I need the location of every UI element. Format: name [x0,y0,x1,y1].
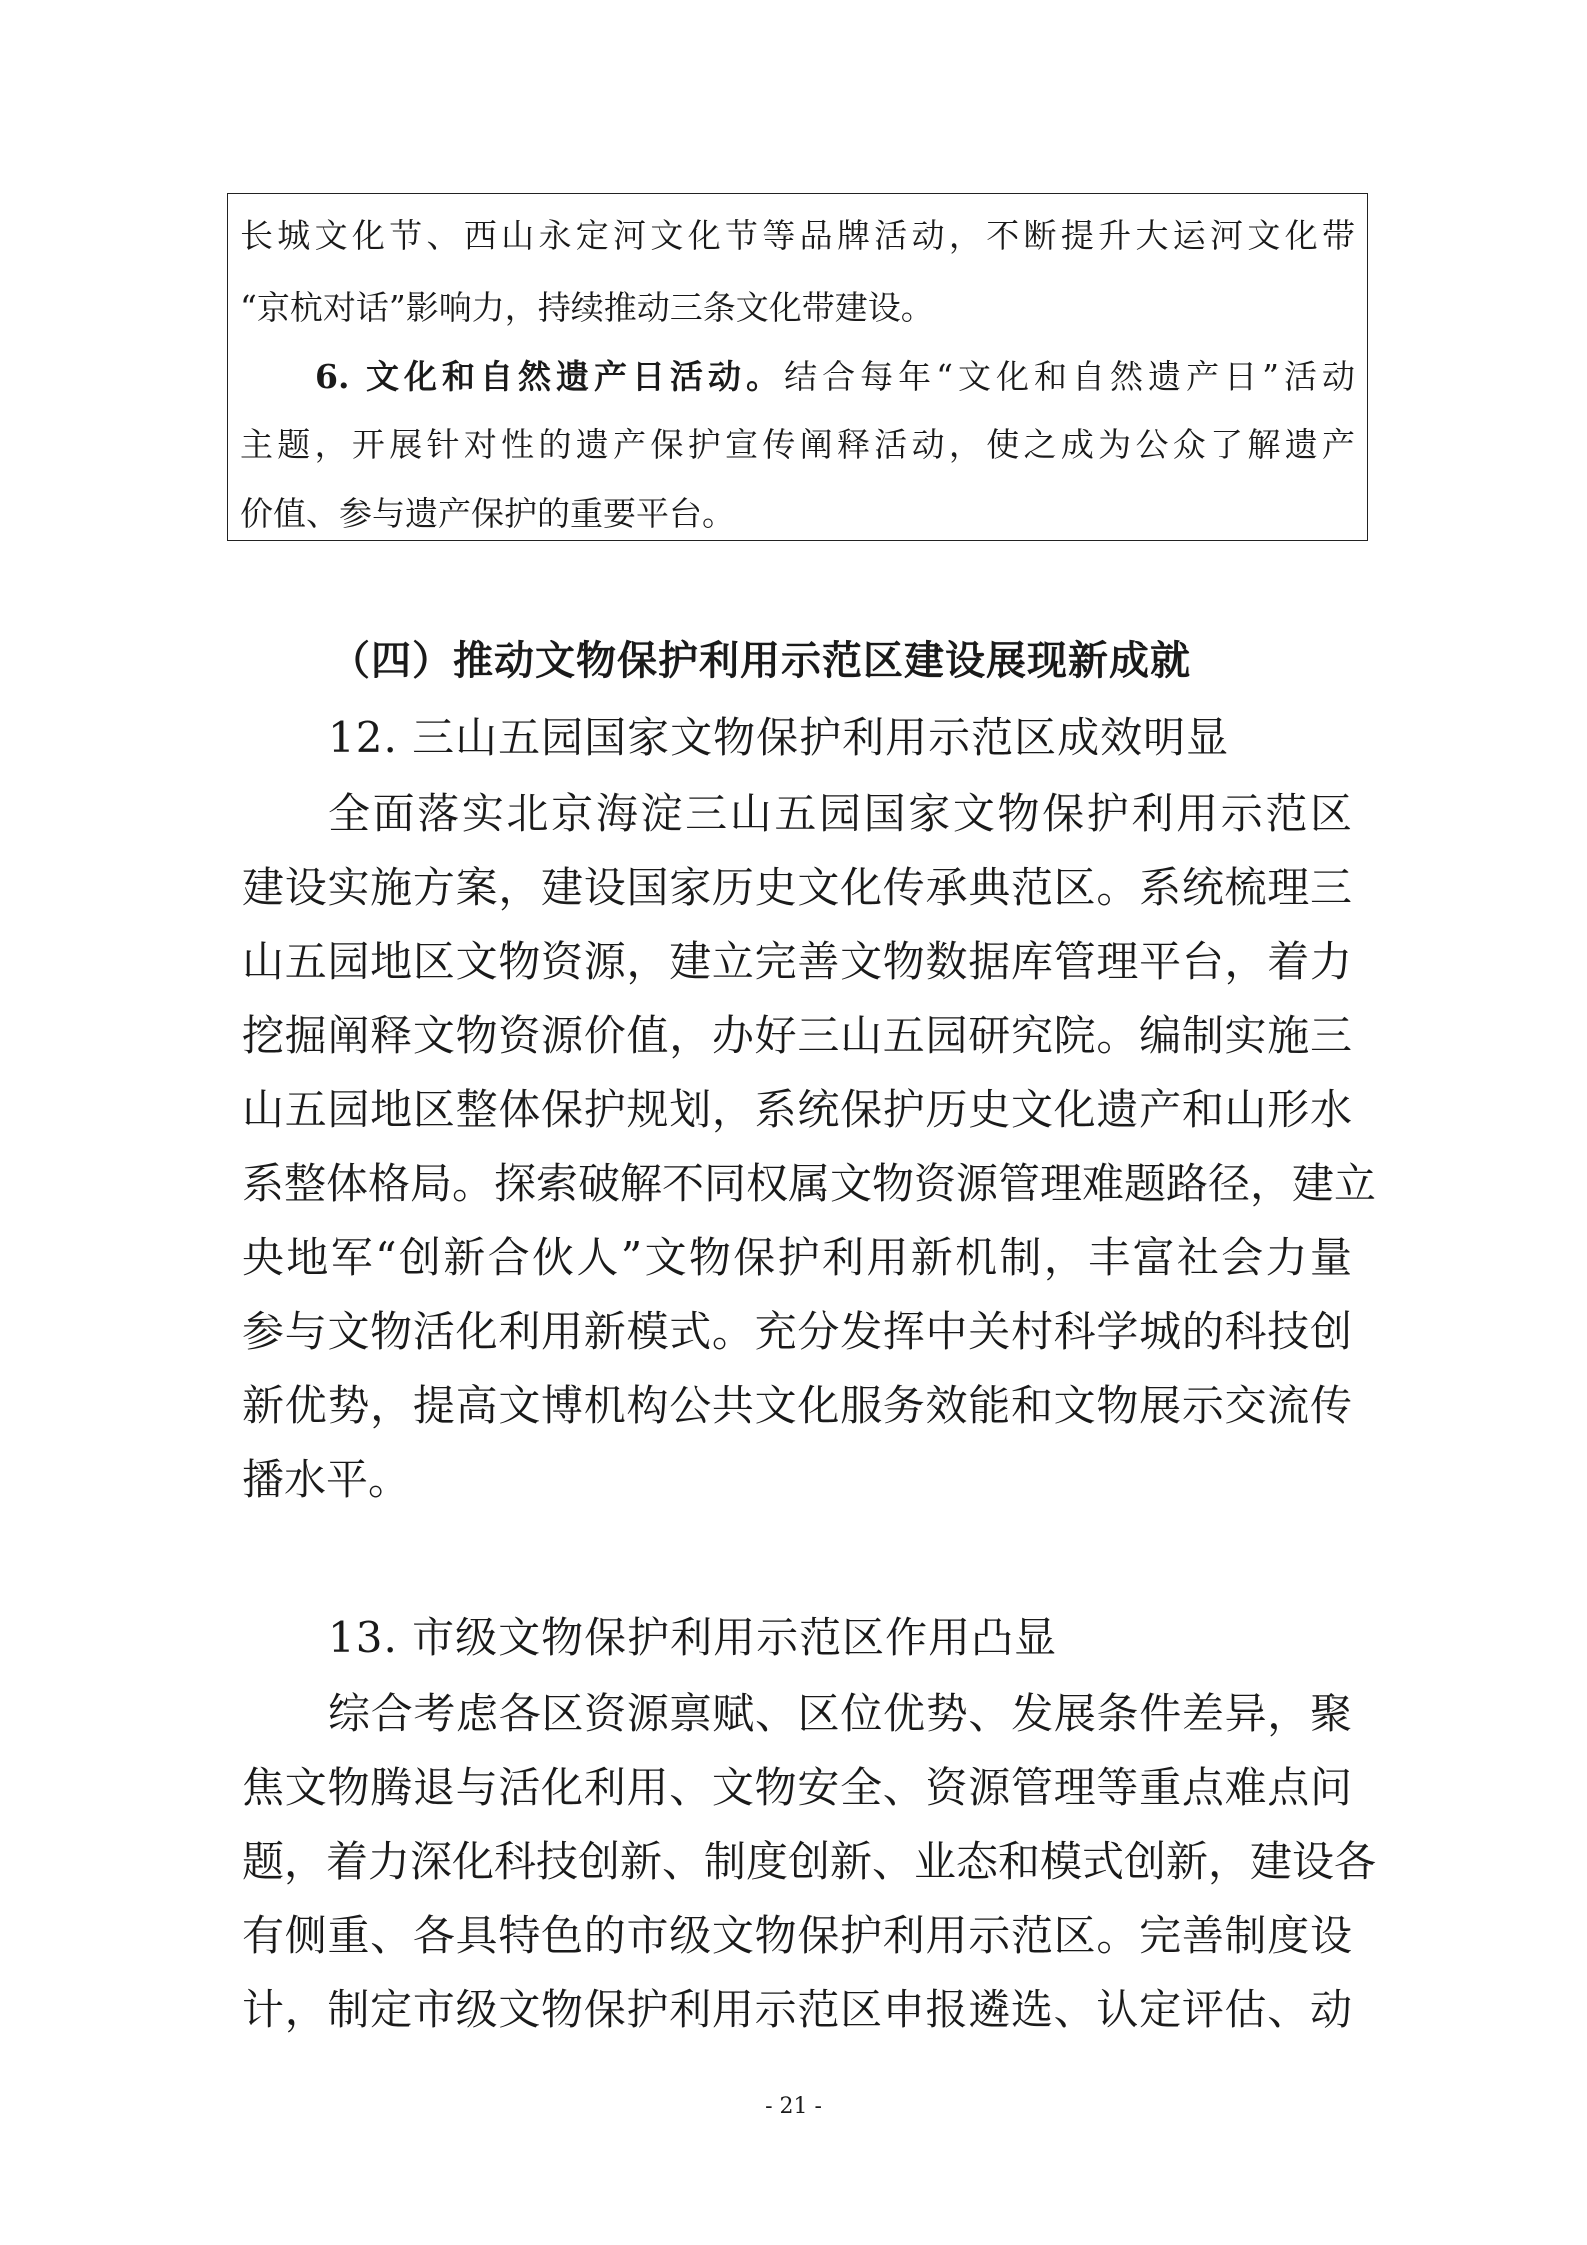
box-line-2: “京杭对话”影响力，持续推动三条文化带建设。 [240,288,934,327]
box-line-1: 长城文化节、西山永定河文化节等品牌活动，不断提升大运河文化带 [240,216,1355,255]
page-number: - 21 - [765,2094,822,2119]
section-heading: （四）推动文物保护利用示范区建设展现新成就 [330,637,1191,684]
item12-line-1: 全面落实北京海淀三山五园国家文物保护利用示范区 [328,789,1352,838]
item13-line-3: 题，着力深化科技创新、制度创新、业态和模式创新，建设各 [242,1837,1377,1886]
item12-line-10: 播水平。 [242,1455,411,1504]
item12-line-2: 建设实施方案，建设国家历史文化传承典范区。系统梳理三 [242,863,1352,912]
item12-line-7: 央地军“创新合伙人”文物保护利用新机制，丰富社会力量 [242,1233,1352,1282]
item12-line-4: 挖掘阐释文物资源价值，办好三山五园研究院。编制实施三 [242,1011,1352,1060]
item12-line-8: 参与文物活化利用新模式。充分发挥中关村科学城的科技创 [242,1307,1352,1356]
item13-line-2: 焦文物腾退与活化利用、文物安全、资源管理等重点难点问 [242,1763,1352,1812]
box-item6-line-2: 主题，开展针对性的遗产保护宣传阐释活动，使之成为公众了解遗产 [240,425,1355,464]
item12-line-6: 系整体格局。探索破解不同权属文物资源管理难题路径，建立 [242,1159,1377,1208]
item13-line-1: 综合考虑各区资源禀赋、区位优势、发展条件差异，聚 [328,1689,1352,1738]
box-item6-line-1 [315,357,1355,397]
item13-line-4: 有侧重、各具特色的市级文物保护利用示范区。完善制度设 [242,1911,1352,1960]
item13-line-5: 计，制定市级文物保护利用示范区申报遴选、认定评估、动 [242,1985,1352,2034]
item12-line-9: 新优势，提高文博机构公共文化服务效能和文物展示交流传 [242,1381,1352,1430]
item12-heading: 12. 三山五园国家文物保护利用示范区成效明显 [328,713,1230,762]
box-item6-line-3: 价值、参与遗产保护的重要平台。 [240,494,735,533]
item12-line-3: 山五园地区文物资源，建立完善文物数据库管理平台，着力 [242,937,1352,986]
box-item6-title: 6. 文化和自然遗产日活动。 [315,357,785,396]
box-item6-line-1-rest: 结合每年“文化和自然遗产日”活动 [784,357,1355,396]
item12-line-5: 山五园地区整体保护规划，系统保护历史文化遗产和山形水 [242,1085,1352,1134]
item13-heading: 13. 市级文物保护利用示范区作用凸显 [328,1613,1058,1662]
